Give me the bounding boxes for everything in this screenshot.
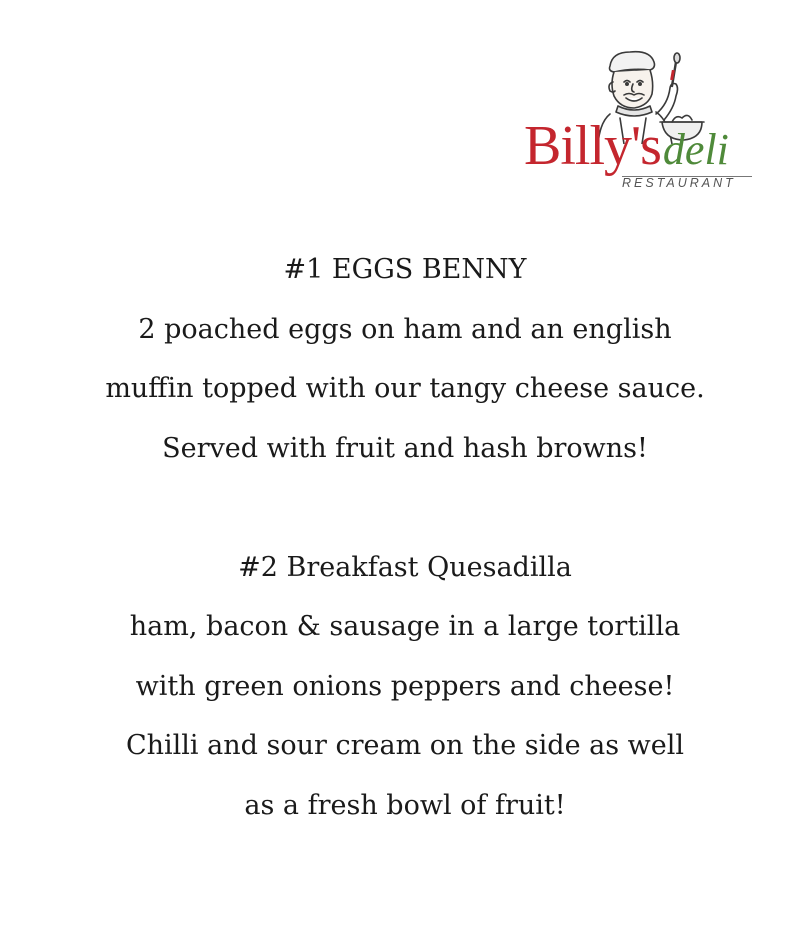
menu-item-description-line: Served with fruit and hash browns! bbox=[162, 432, 648, 464]
menu-item-title: #1 EGGS BENNY bbox=[283, 254, 527, 285]
menu-item bbox=[0, 240, 810, 478]
logo-tagline: RESTAURANT bbox=[622, 176, 736, 190]
menu-spacer bbox=[0, 478, 810, 538]
logo-name-primary: Billy's bbox=[524, 115, 661, 177]
menu-item-description-line: as a fresh bowl of fruit! bbox=[244, 789, 566, 821]
menu-item-description-line: Chilli and sour cream on the side as well bbox=[125, 730, 685, 761]
logo-wordmark bbox=[524, 115, 756, 178]
menu-list bbox=[0, 240, 810, 835]
menu-item-description-line: with green onions peppers and cheese! bbox=[135, 670, 675, 702]
billys-deli-logo bbox=[524, 44, 756, 204]
menu-item bbox=[0, 538, 810, 836]
menu-item-description-line: ham, bacon & sausage in a large tortilla bbox=[129, 611, 681, 642]
menu-item-description-line: muffin topped with our tangy cheese sauce. bbox=[105, 373, 705, 404]
menu-item-title: #2 Breakfast Quesadilla bbox=[238, 551, 572, 583]
logo-name-secondary: deli bbox=[662, 125, 729, 174]
menu-item-description-line: 2 poached eggs on ham and an english bbox=[138, 313, 672, 345]
